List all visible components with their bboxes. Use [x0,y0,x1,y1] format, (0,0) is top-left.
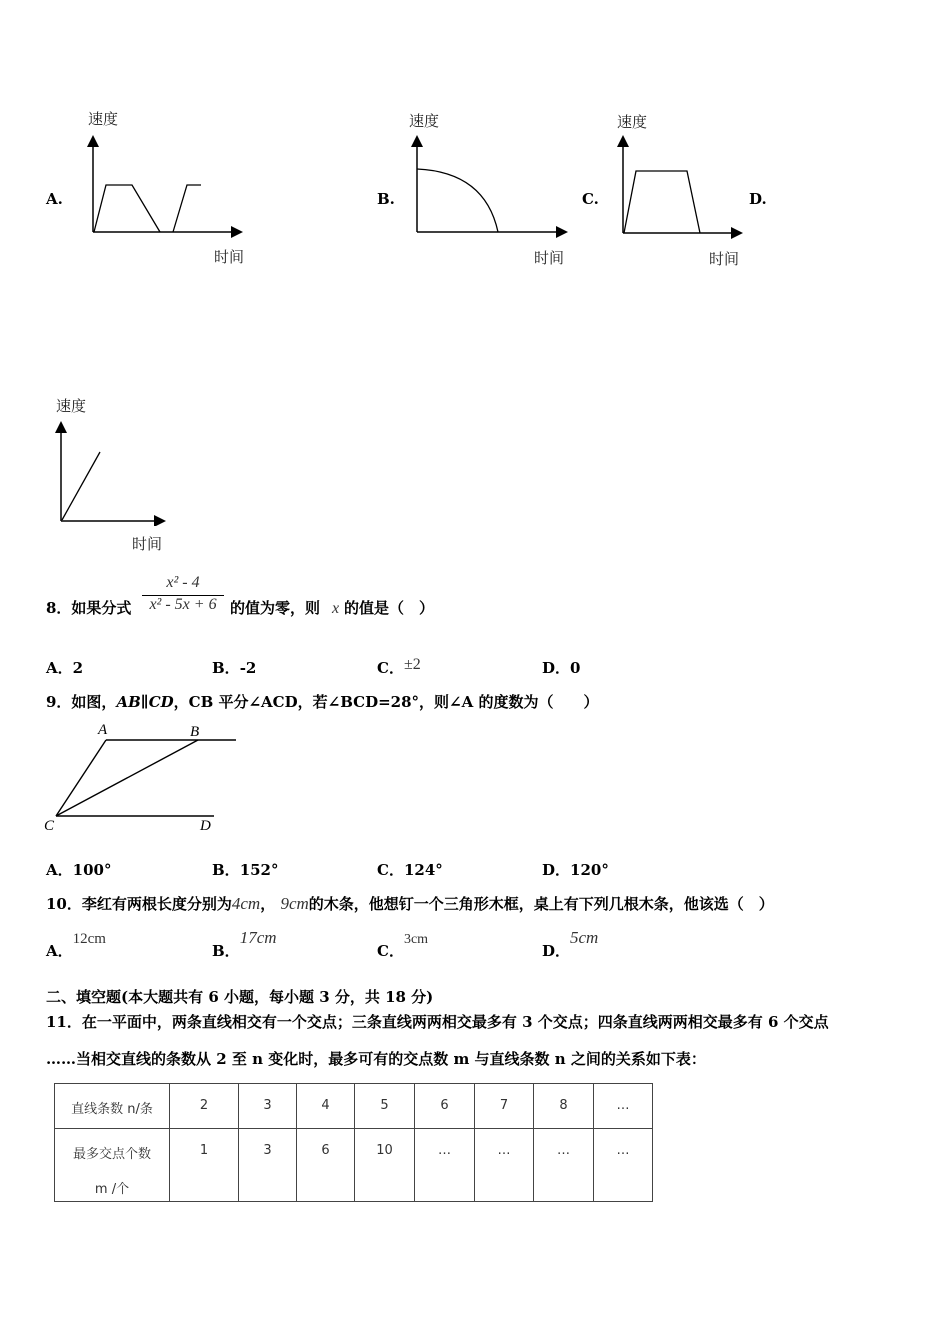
graph-b-curve [417,169,498,232]
q8-denominator: x² - 5x + 6 [149,596,217,613]
q11-line1: 11．在一平面中，两条直线相交有一个交点；三条直线两两相交最多有 3 个交点；四条直线两两相交最多有 6 个交点 [46,1013,829,1031]
table-header-m: 最多交点个数 m /个 [55,1129,170,1202]
table-cell: … [475,1129,534,1202]
table-cell: … [594,1129,653,1202]
graph-a-option: A. [46,190,63,208]
q8-fraction [142,574,224,614]
graph-b-option: B. [377,190,395,208]
graph-d [50,418,170,526]
graph-b-x-label: 时间 [534,249,565,267]
graph-d-curve [62,452,100,520]
section2-title: 二、填空题(本大题共有 6 小题，每小题 3 分，共 18 分) [46,988,434,1006]
q8-prefix: 8．如果分式 [46,599,132,617]
q9-point-c: C [44,818,55,834]
q9-figure [40,718,250,836]
table-cell: … [534,1129,594,1202]
table-cell: … [594,1084,653,1129]
q9-point-a: A [98,722,108,738]
table-cell: 10 [355,1129,415,1202]
table-cell: 5 [355,1084,415,1129]
q10-option-d: D．5cm [542,928,599,960]
table-row [55,1129,653,1202]
graph-a-curve-2 [173,185,201,232]
graph-c-y-label: 速度 [617,113,648,131]
table-cell: 2 [170,1084,239,1129]
q11-line2: ……当相交直线的条数从 2 至 n 变化时，最多可有的交点数 m 与直线条数 n 之间的关系如下表： [46,1050,706,1068]
graph-b-y-label: 速度 [409,112,440,130]
q9-option-a: A．100° [46,861,112,879]
q8-option-d: D．0 [542,659,581,677]
graph-d-x-label: 时间 [132,535,163,553]
table-cell: … [415,1129,475,1202]
table-cell: 6 [297,1129,355,1202]
q8-suffix-b: 的值是（ ） [344,599,435,617]
q9-text: 9．如图，AB∥CD，CB 平分∠ACD，若∠BCD=28°，则∠A 的度数为（ ） [46,693,599,711]
q9-line-cb [56,740,198,816]
table-cell: 6 [415,1084,475,1129]
graph-c-curve [624,171,700,233]
q8-option-b: B．-2 [212,659,257,677]
table-header-n: 直线条数 n/条 [55,1084,170,1129]
q8-suffix-a: 的值为零，则 [230,599,321,617]
q10-text: 10．李红有两根长度分别为4cm， 9cm的木条，他想钉一个三角形木框，桌上有下列几根木条，他该选（ ） [46,894,774,913]
table-cell: 4 [297,1084,355,1129]
graph-a-curve-1 [94,185,160,232]
table-cell: 1 [170,1129,239,1202]
q8-numerator: x² - 4 [166,574,200,591]
q11-table [54,1083,653,1202]
table-cell: 8 [534,1084,594,1129]
q8-option-a: A．2 [46,659,84,677]
q9-option-d: D．120° [542,861,609,879]
q9-point-b: B [190,724,200,740]
graph-a-y-label: 速度 [88,110,119,128]
graph-c-option: C. [582,190,599,208]
q9-line-ca [56,740,106,816]
table-cell: 7 [475,1084,534,1129]
graph-d-y-label: 速度 [56,397,87,415]
q9-option-c: C．124° [377,861,443,879]
q8-var: x [332,600,340,617]
graph-a-x-label: 时间 [214,248,245,266]
q9-point-d: D [200,818,211,834]
q10-option-c: C．3cm [377,932,429,960]
table-cell: 3 [239,1084,297,1129]
table-row [55,1084,653,1129]
table-cell: 3 [239,1129,297,1202]
graph-c [612,132,747,240]
graph-d-option: D. [749,190,767,208]
q10-option-b: B．17cm [212,928,277,960]
graph-a [80,130,250,240]
q8-option-c: C．±2 [377,656,421,677]
q9-option-b: B．152° [212,861,279,879]
q10-option-a: A．12cm [46,931,106,960]
graph-c-x-label: 时间 [709,250,740,268]
graph-b [405,132,575,240]
